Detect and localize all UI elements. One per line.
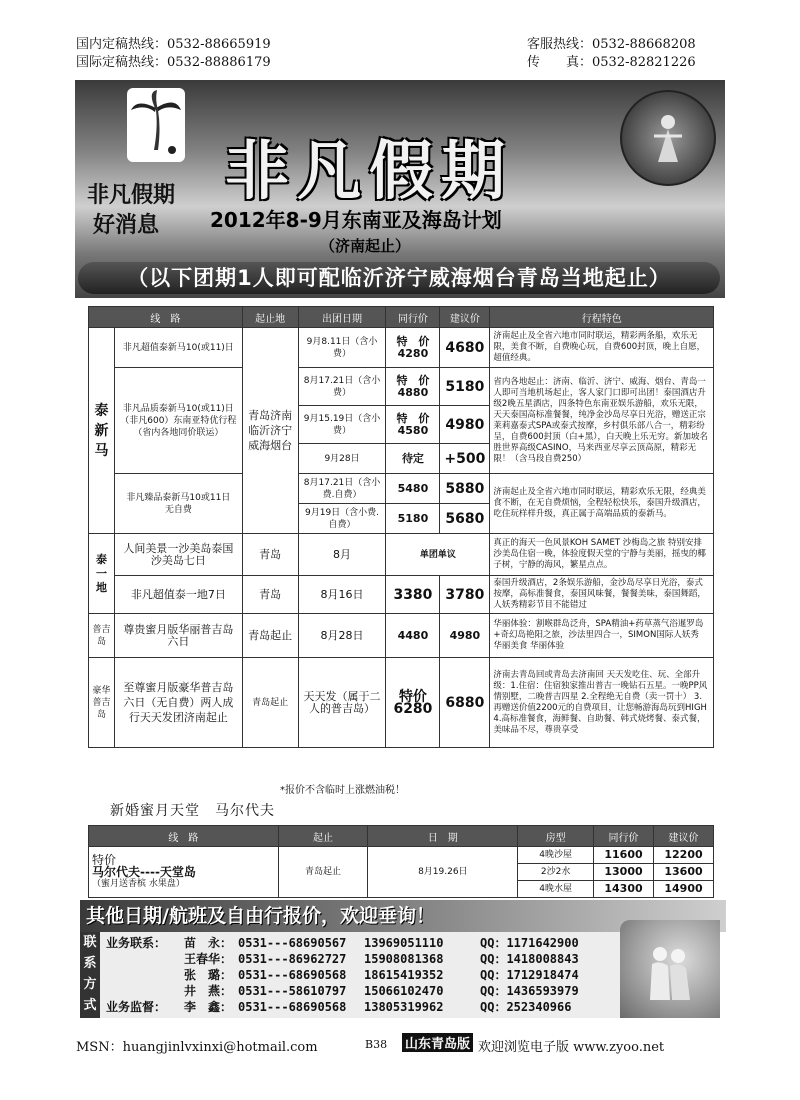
contact-mobile: 18615419352	[364, 968, 444, 982]
header-trade-price: 同行价	[594, 826, 654, 847]
contact-phone: 0531---68690567	[238, 936, 347, 950]
maldives-price-table	[88, 825, 714, 898]
feature-cell: 华丽体验：割喉群岛泛舟，SPA精油+药草蒸气浴暹罗岛+奇幻岛艳阳之旅，沙法里四合一，SIMON国际人妖秀 华丽美食 华丽体验	[490, 614, 714, 658]
contact-mobile: 15908081368	[364, 952, 444, 966]
contact-name: 李 鑫：	[184, 1000, 233, 1014]
table-header-row	[89, 826, 714, 847]
suggest-price-cell: 4980	[440, 614, 490, 658]
trade-price-cell: 3380	[386, 576, 440, 614]
contact-row	[106, 983, 606, 999]
suggest-price-cell: 5180	[440, 368, 490, 406]
header-trade-price: 同行价	[386, 307, 440, 328]
start-city: （济南起止）	[320, 237, 411, 255]
welcome-website: 欢迎浏览电子版 www.zyoo.net	[478, 1040, 665, 1055]
contact-row	[106, 967, 606, 983]
date-cell: 8月17.21日（含小费.自费）	[298, 474, 386, 504]
contact-role: 业务监督：	[106, 1000, 167, 1014]
slogan-line-2: 好消息	[93, 212, 160, 238]
route-cell: 非凡超值泰一地7日	[114, 576, 242, 614]
contact-row	[106, 999, 606, 1015]
depart-cell: 青岛济南临沂济宁威海烟台	[242, 328, 298, 534]
date-cell: 8月28日	[298, 614, 386, 658]
trade-price-cell: 5180	[386, 504, 440, 534]
category-thai-one: 泰一地	[89, 534, 115, 614]
table-row	[89, 474, 714, 504]
depart-cell: 青岛起止	[278, 847, 368, 898]
contact-qq: QQ：1171642900	[480, 936, 579, 950]
edition-badge: 山东青岛版	[402, 1033, 473, 1052]
route-cell: 尊贵蜜月版华丽普吉岛六日	[114, 614, 242, 658]
route-cell: 非凡超值泰新马10(或11)日	[114, 328, 242, 368]
table-header-row	[89, 307, 714, 328]
contact-role	[106, 983, 184, 999]
header-suggest-price: 建议价	[440, 307, 490, 328]
contact-qq: QQ：252340966	[480, 1000, 572, 1014]
suggest-price-cell: 5880	[440, 474, 490, 504]
trade-price-cell: 13000	[594, 864, 654, 881]
contact-row	[106, 935, 606, 951]
contact-row	[106, 951, 606, 967]
route-cell: 至尊蜜月版豪华普吉岛六日（无自费）两人成行天天发团济南起止	[114, 658, 242, 748]
contact-qq: QQ：1712918474	[480, 968, 579, 982]
route-cell: 非凡品质泰新马10(或11)日（非凡600）东南亚特优行程（省内各地同价联运）	[114, 368, 242, 474]
depart-cell: 青岛起止	[242, 658, 298, 748]
route-name: 马尔代夫----天堂岛	[92, 865, 196, 879]
honeymoon-heading: 新婚蜜月天堂 马尔代夫	[110, 803, 275, 819]
feature-cell: 济南去青岛回或青岛去济南回 天天发吃住、玩、全部升级：1.住宿：住宿独家推出普吉一晚钻石五星。一晚PP风情别墅，二晚普吉四星 2.全程绝无自费（卖一罚十） 3.再赠送价值2200元的自费项目，让您畅游海岛玩到HIGH 4.高标准餐食，海鲜餐、自助餐、韩式烧烤餐、泰式餐，美味品不尽，尊贵享受	[490, 658, 714, 748]
contact-mobile: 13969051110	[364, 936, 444, 950]
header-date: 日 期	[368, 826, 518, 847]
date-cell: 天天发（属于二人的普吉岛）	[298, 658, 386, 748]
contact-list	[106, 935, 606, 1015]
date-cell: 9月8.11日（含小费）	[298, 328, 386, 368]
table-row	[89, 614, 714, 658]
tour-price-table	[88, 306, 714, 748]
trade-price-cell: 待定	[386, 444, 440, 474]
table-row	[89, 534, 714, 576]
suggest-price-cell: 4980	[440, 406, 490, 444]
contact-mobile: 13805319962	[364, 1000, 444, 1014]
room-cell: 2沙2水	[518, 864, 594, 881]
fuel-surcharge-note: *报价不含临时上涨燃油税！	[280, 785, 405, 796]
page-number: B38	[365, 1038, 388, 1051]
trade-price-cell: 11600	[594, 847, 654, 864]
group-departure-strip: （以下团期1人即可配临沂济宁威海烟台青岛当地起止）	[78, 262, 720, 294]
category-phuket: 普吉岛	[89, 614, 115, 658]
plan-subtitle: 2012年8-9月东南亚及海岛计划	[210, 208, 502, 232]
contact-qq: QQ：1436593979	[480, 984, 579, 998]
contact-name: 王春华：	[184, 952, 233, 966]
table-row	[89, 368, 714, 406]
contact-mobile: 15066102470	[364, 984, 444, 998]
date-cell: 8月16日	[298, 576, 386, 614]
trade-price-cell: 特 价4280	[386, 328, 440, 368]
header-route: 线 路	[89, 307, 243, 328]
price-cell: 单团单议	[386, 534, 490, 576]
contact-phone: 0531---86962727	[238, 952, 347, 966]
suggest-price-cell: 13600	[654, 864, 714, 881]
dancer-icon	[622, 92, 714, 184]
room-cell: 4晚沙屋	[518, 847, 594, 864]
date-cell: 8月19.26日	[368, 847, 518, 898]
header-features: 行程特色	[490, 307, 714, 328]
suggest-price-cell: 6880	[440, 658, 490, 748]
trade-price-cell: 特价6280	[386, 658, 440, 748]
trade-price-cell: 特 价4880	[386, 368, 440, 406]
table-row	[89, 328, 714, 368]
suggest-price-cell: 5680	[440, 504, 490, 534]
inquiry-banner: 其他日期/航班及自由行报价，欢迎垂询！	[80, 900, 726, 932]
route-gift: （蜜月送香槟 水果盘）	[92, 879, 185, 889]
category-luxury-phuket: 豪华普吉岛	[89, 658, 115, 748]
date-cell: 8月17.21日（含小费）	[298, 368, 386, 406]
contact-qq: QQ：1418008843	[480, 952, 579, 966]
feature-cell: 济南起止及全省六地市同时联运，精彩欢乐无限，经典美食不断，在无自费烦恼，全程轻松快乐，泰国升级酒店，吃住玩样样升级，真正属于高端品质的泰新马。	[490, 474, 714, 534]
header-depart: 起止	[278, 826, 368, 847]
trade-price-cell: 4480	[386, 614, 440, 658]
international-hotline: 国际定稿热线：0532-88886179	[76, 55, 271, 70]
contact-role	[106, 967, 184, 983]
date-cell: 9月28日	[298, 444, 386, 474]
date-cell: 9月19日（含小费.自费）	[298, 504, 386, 534]
contact-phone: 0531---68690568	[238, 1000, 347, 1014]
service-hotline: 客服热线：0532-88668208	[527, 37, 696, 52]
contact-phone: 0531---68690568	[238, 968, 347, 982]
suggest-price-cell: 3780	[440, 576, 490, 614]
route-cell: 非凡臻品泰新马10或11日 无自费	[114, 474, 242, 534]
suggest-price-cell: +500	[440, 444, 490, 474]
domestic-hotline: 国内定稿热线：0532-88665919	[76, 37, 271, 52]
route-cell: 人间美景一沙美岛泰国沙美岛七日	[114, 534, 242, 576]
contact-name: 苗 永：	[184, 936, 233, 950]
date-cell: 9月15.19日（含小费）	[298, 406, 386, 444]
suggest-price-cell: 14900	[654, 881, 714, 898]
table-row	[89, 658, 714, 748]
depart-cell: 青岛起止	[242, 614, 298, 658]
trade-price-cell: 5480	[386, 474, 440, 504]
trade-price-cell: 14300	[594, 881, 654, 898]
contact-role	[106, 951, 184, 967]
contact-label: 联系方式	[80, 932, 100, 1018]
room-cell: 4晚水屋	[518, 881, 594, 898]
feature-cell: 泰国升级酒店，2条娱乐游船，金沙岛尽享日光浴，泰式按摩，高标准餐食，泰国风味餐，餐餐美味，泰国舞蹈，人妖秀精彩节目不能错过	[490, 576, 714, 614]
feature-cell: 济南起止及全省六地市同时联运，精彩两条船，欢乐无限，美食不断，自费晚心玩，自费600封顶，晚上自愿，超值经典。	[490, 328, 714, 368]
msn-contact: MSN：huangjinlvxinxi@hotmail.com	[76, 1040, 318, 1055]
depart-cell: 青岛	[242, 576, 298, 614]
suggest-price-cell: 4680	[440, 328, 490, 368]
dancer-emblem	[620, 90, 716, 186]
feature-cell: 省内各地起止：济南、临沂、济宁、威海、烟台、青岛一人即可当地机场起止，客人家门口即可出团！泰国酒店升级2晚五星酒店，四条特色东南亚娱乐游船，欢乐无限，天天泰国高标准餐餐，纯净金沙岛尽享日光浴，赠送正宗莱莉嘉泰式SPA或泰式按摩，乡村俱乐部八合一，精彩纷呈，自费600封顶（白+黑），白天晚上乐无穷。新加坡名胜世界高级CASINO，马来西亚尽享云顶高原，精彩无限！（含马段自费250）	[490, 368, 714, 474]
couple-icon	[620, 920, 720, 1018]
palm-tree-icon	[127, 88, 185, 162]
suggest-price-cell: 12200	[654, 847, 714, 864]
couple-photo	[620, 920, 720, 1018]
header-date: 出团日期	[298, 307, 386, 328]
contact-name: 井 燕：	[184, 984, 233, 998]
route-cell	[89, 847, 279, 898]
depart-cell: 青岛	[242, 534, 298, 576]
brand-title: 非凡假期	[225, 135, 513, 209]
feature-cell: 真正的海天一色风景KOH SAMET 沙梅岛之旅 特别安排沙美岛住宿一晚，体验度假天堂的宁静与美丽，摇曳的椰子树，宁静的海风，繁星点点。	[490, 534, 714, 576]
palm-logo	[127, 88, 185, 162]
slogan-line-1: 非凡假期	[87, 182, 176, 208]
contact-phone: 0531---58610797	[238, 984, 347, 998]
contact-name: 张 璐：	[184, 968, 233, 982]
header-route: 线 路	[89, 826, 279, 847]
header-suggest-price: 建议价	[654, 826, 714, 847]
fax-number: 传 真：0532-82821226	[527, 55, 696, 70]
category-thai-sg-my: 泰新马	[89, 328, 115, 534]
table-row	[89, 576, 714, 614]
contact-role: 业务联系：	[106, 936, 167, 950]
date-cell: 8月	[298, 534, 386, 576]
header-depart: 起止地	[242, 307, 298, 328]
special-price-tag: 特价	[92, 853, 117, 867]
trade-price-cell: 特 价4580	[386, 406, 440, 444]
header-room-type: 房型	[518, 826, 594, 847]
table-row	[89, 847, 714, 864]
